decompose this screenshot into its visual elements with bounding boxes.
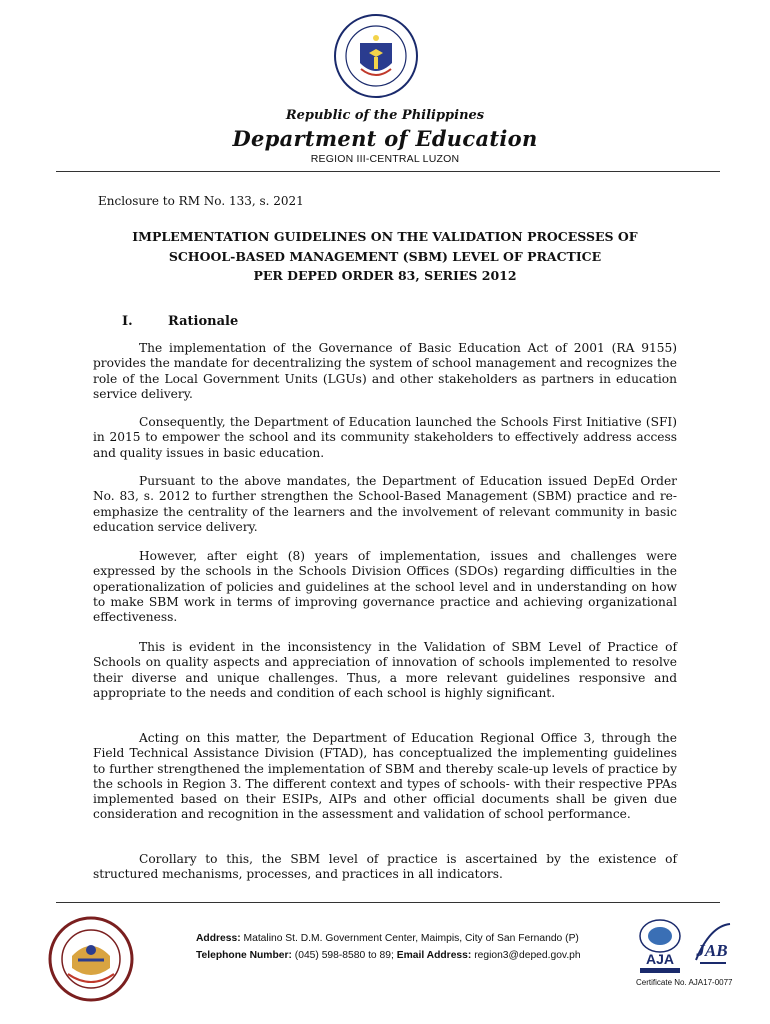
body-paragraph: Corollary to this, the SBM level of practice is ascertained by the existence of structured mechanisms, processes, and practices in all indicators. — [93, 852, 677, 882]
deped-seal-logo — [333, 13, 419, 99]
section-title: Rationale — [168, 314, 239, 329]
phone-value: (045) 598-8580 to 89; — [294, 950, 394, 961]
address-label: Address: — [196, 933, 241, 944]
body-paragraph: However, after eight (8) years of implementation, issues and challenges were expressed by the schools in the Schools Division Offices (SDOs) regarding difficulties in the operationalization of policies and guidelines at the school level and in understanding on how to make SBM work in terms of improving governance practice and achieving organizational effectiveness. — [93, 549, 677, 625]
deped-footer-seal-logo — [48, 916, 134, 1002]
department-heading: Department of Education — [232, 126, 538, 151]
footer-contact — [196, 930, 581, 964]
republic-heading: Republic of the Philippines — [285, 108, 485, 123]
aja-certification-logo — [636, 918, 684, 976]
jab-accreditation-logo — [690, 920, 734, 972]
certificate-number: Certificate No. AJA17-0077 — [636, 978, 733, 987]
body-paragraph: The implementation of the Governance of Basic Education Act of 2001 (RA 9155) provides the mandate for decentralizing the system of school management and recognizes the role of the Local Government Units (LGUs) and other stakeholders as partners in education service delivery. — [93, 341, 678, 401]
phone-label: Telephone Number: — [196, 950, 292, 961]
body-paragraph: This is evident in the inconsistency in the Validation of SBM Level of Practice of Schools on quality aspects and appreciation of innovation of schools implemented to resolve their diverse and unique challenges. Thus, a more relevant guidelines responsive and appropriate to the needs and condition of each school is highly significant. — [93, 640, 677, 700]
address-value: Matalino St. D.M. Government Center, Maimpis, City of San Fernando (P) — [243, 933, 579, 944]
document-title — [90, 227, 680, 286]
svg-text:JAB: JAB — [696, 941, 728, 960]
email-label: Email Address: — [396, 950, 472, 961]
title-line: IMPLEMENTATION GUIDELINES ON THE VALIDATION PROCESSES OF — [132, 229, 638, 244]
title-line: SCHOOL-BASED MANAGEMENT (SBM) LEVEL OF PRACTICE — [168, 248, 602, 264]
enclosure-reference: Enclosure to RM No. 133, s. 2021 — [98, 194, 304, 208]
body-paragraph: Acting on this matter, the Department of Education Regional Office 3, through the Field Technical Assistance Division (FTAD), has conceptualized the implementing guidelines to further strengthened the implementation of SBM and thereby scale-up levels of practice by the schools in Region 3. The different context and types of schools- with their respective PPAs implemented based on their ESIPs, AIPs and other official documents shall be given due consideration and recognition in the assessment and validation of school performance. — [93, 731, 677, 822]
region-heading: REGION III-CENTRAL LUZON — [310, 153, 460, 165]
title-line: PER DEPED ORDER 83, SERIES 2012 — [253, 268, 517, 283]
svg-text:AJA: AJA — [645, 951, 675, 967]
section-number: I. — [122, 314, 133, 329]
footer-divider — [56, 902, 720, 903]
address-line — [196, 930, 581, 947]
email-value: region3@deped.gov.ph — [474, 950, 581, 961]
body-paragraph: Consequently, the Department of Education launched the Schools First Initiative (SFI) in 2015 to empower the school and its community stakeholders to effectively address access and quality issues in basic education. — [93, 415, 677, 460]
contact-line — [196, 947, 581, 964]
body-paragraph: Pursuant to the above mandates, the Department of Education issued DepEd Order No. 83, s. 2012 to further strengthen the School-Based Management (SBM) practice and re-emphasize the centrality of the learners and the involvement of relevant community in basic education service delivery. — [93, 474, 677, 534]
header-divider — [56, 171, 720, 172]
